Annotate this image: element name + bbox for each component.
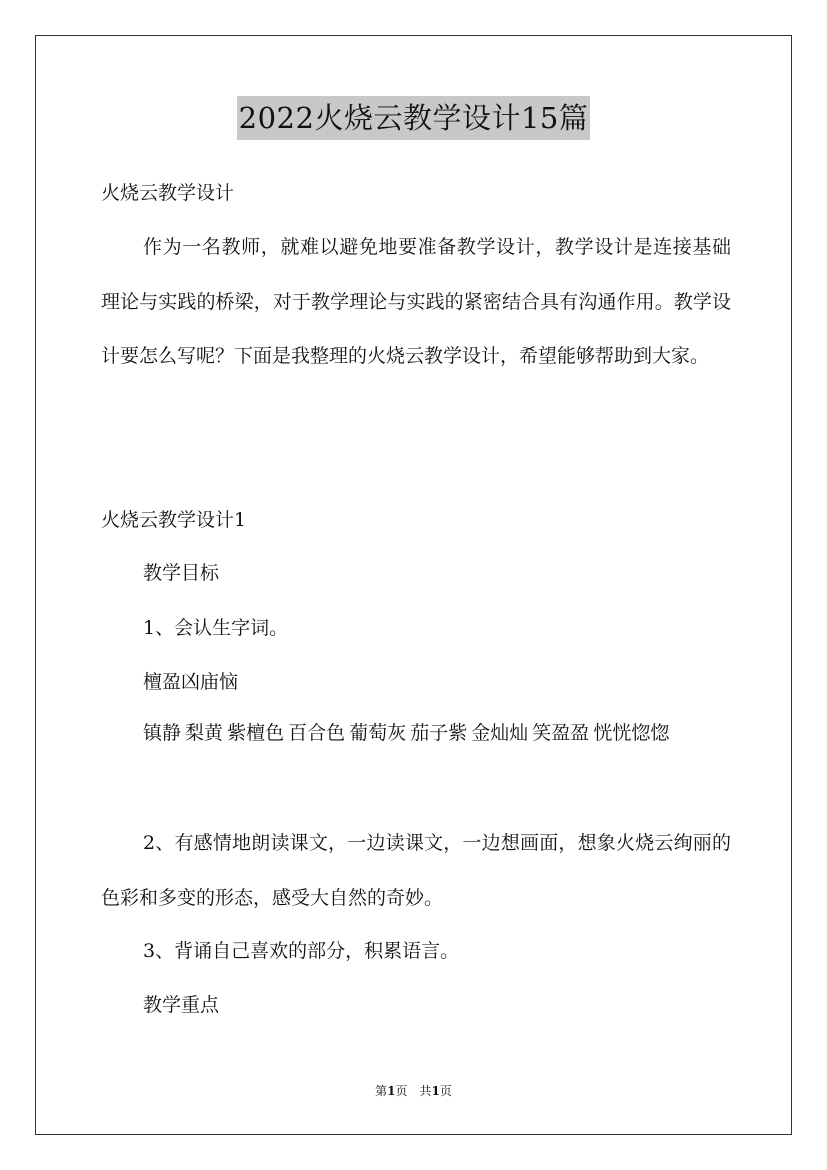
footer-mid: 页 共 [395, 1084, 432, 1098]
words-line: 镇静 梨黄 紫檀色 百合色 葡萄灰 茄子紫 金灿灿 笑盈盈 恍恍惚惚 [143, 722, 670, 744]
key-points-label: 教学重点 [143, 994, 220, 1016]
footer-total-pages: 1 [431, 1084, 440, 1098]
footer-page-number: 1 [387, 1084, 396, 1098]
section-heading: 火烧云教学设计1 [101, 509, 247, 531]
objective-3: 3、背诵自己喜欢的部分，积累语言。 [143, 940, 460, 962]
title-container [0, 96, 827, 140]
characters-line: 檀盈凶庙恼 [143, 671, 239, 693]
intro-paragraph: 作为一名教师，就难以避免地要准备教学设计，教学设计是连接基础理论与实践的桥梁，对于教学理论与实践的紧密结合具有沟通作用。教学设计要怎么写呢？下面是我整理的火烧云教学设计，希望能够帮助到大家。 [101, 236, 731, 367]
footer-prefix: 第 [375, 1084, 388, 1098]
page-footer [0, 1083, 827, 1099]
footer-suffix: 页 [439, 1084, 452, 1098]
objective-1: 1、会认生字词。 [143, 617, 289, 639]
objective-2: 2、有感情地朗读课文，一边读课文，一边想画面，想象火烧云绚丽的色彩和多变的形态，感受大自然的奇妙。 [101, 832, 731, 909]
main-heading: 火烧云教学设计 [101, 182, 235, 204]
objectives-label: 教学目标 [143, 562, 220, 584]
document-title: 2022火烧云教学设计15篇 [237, 96, 591, 140]
